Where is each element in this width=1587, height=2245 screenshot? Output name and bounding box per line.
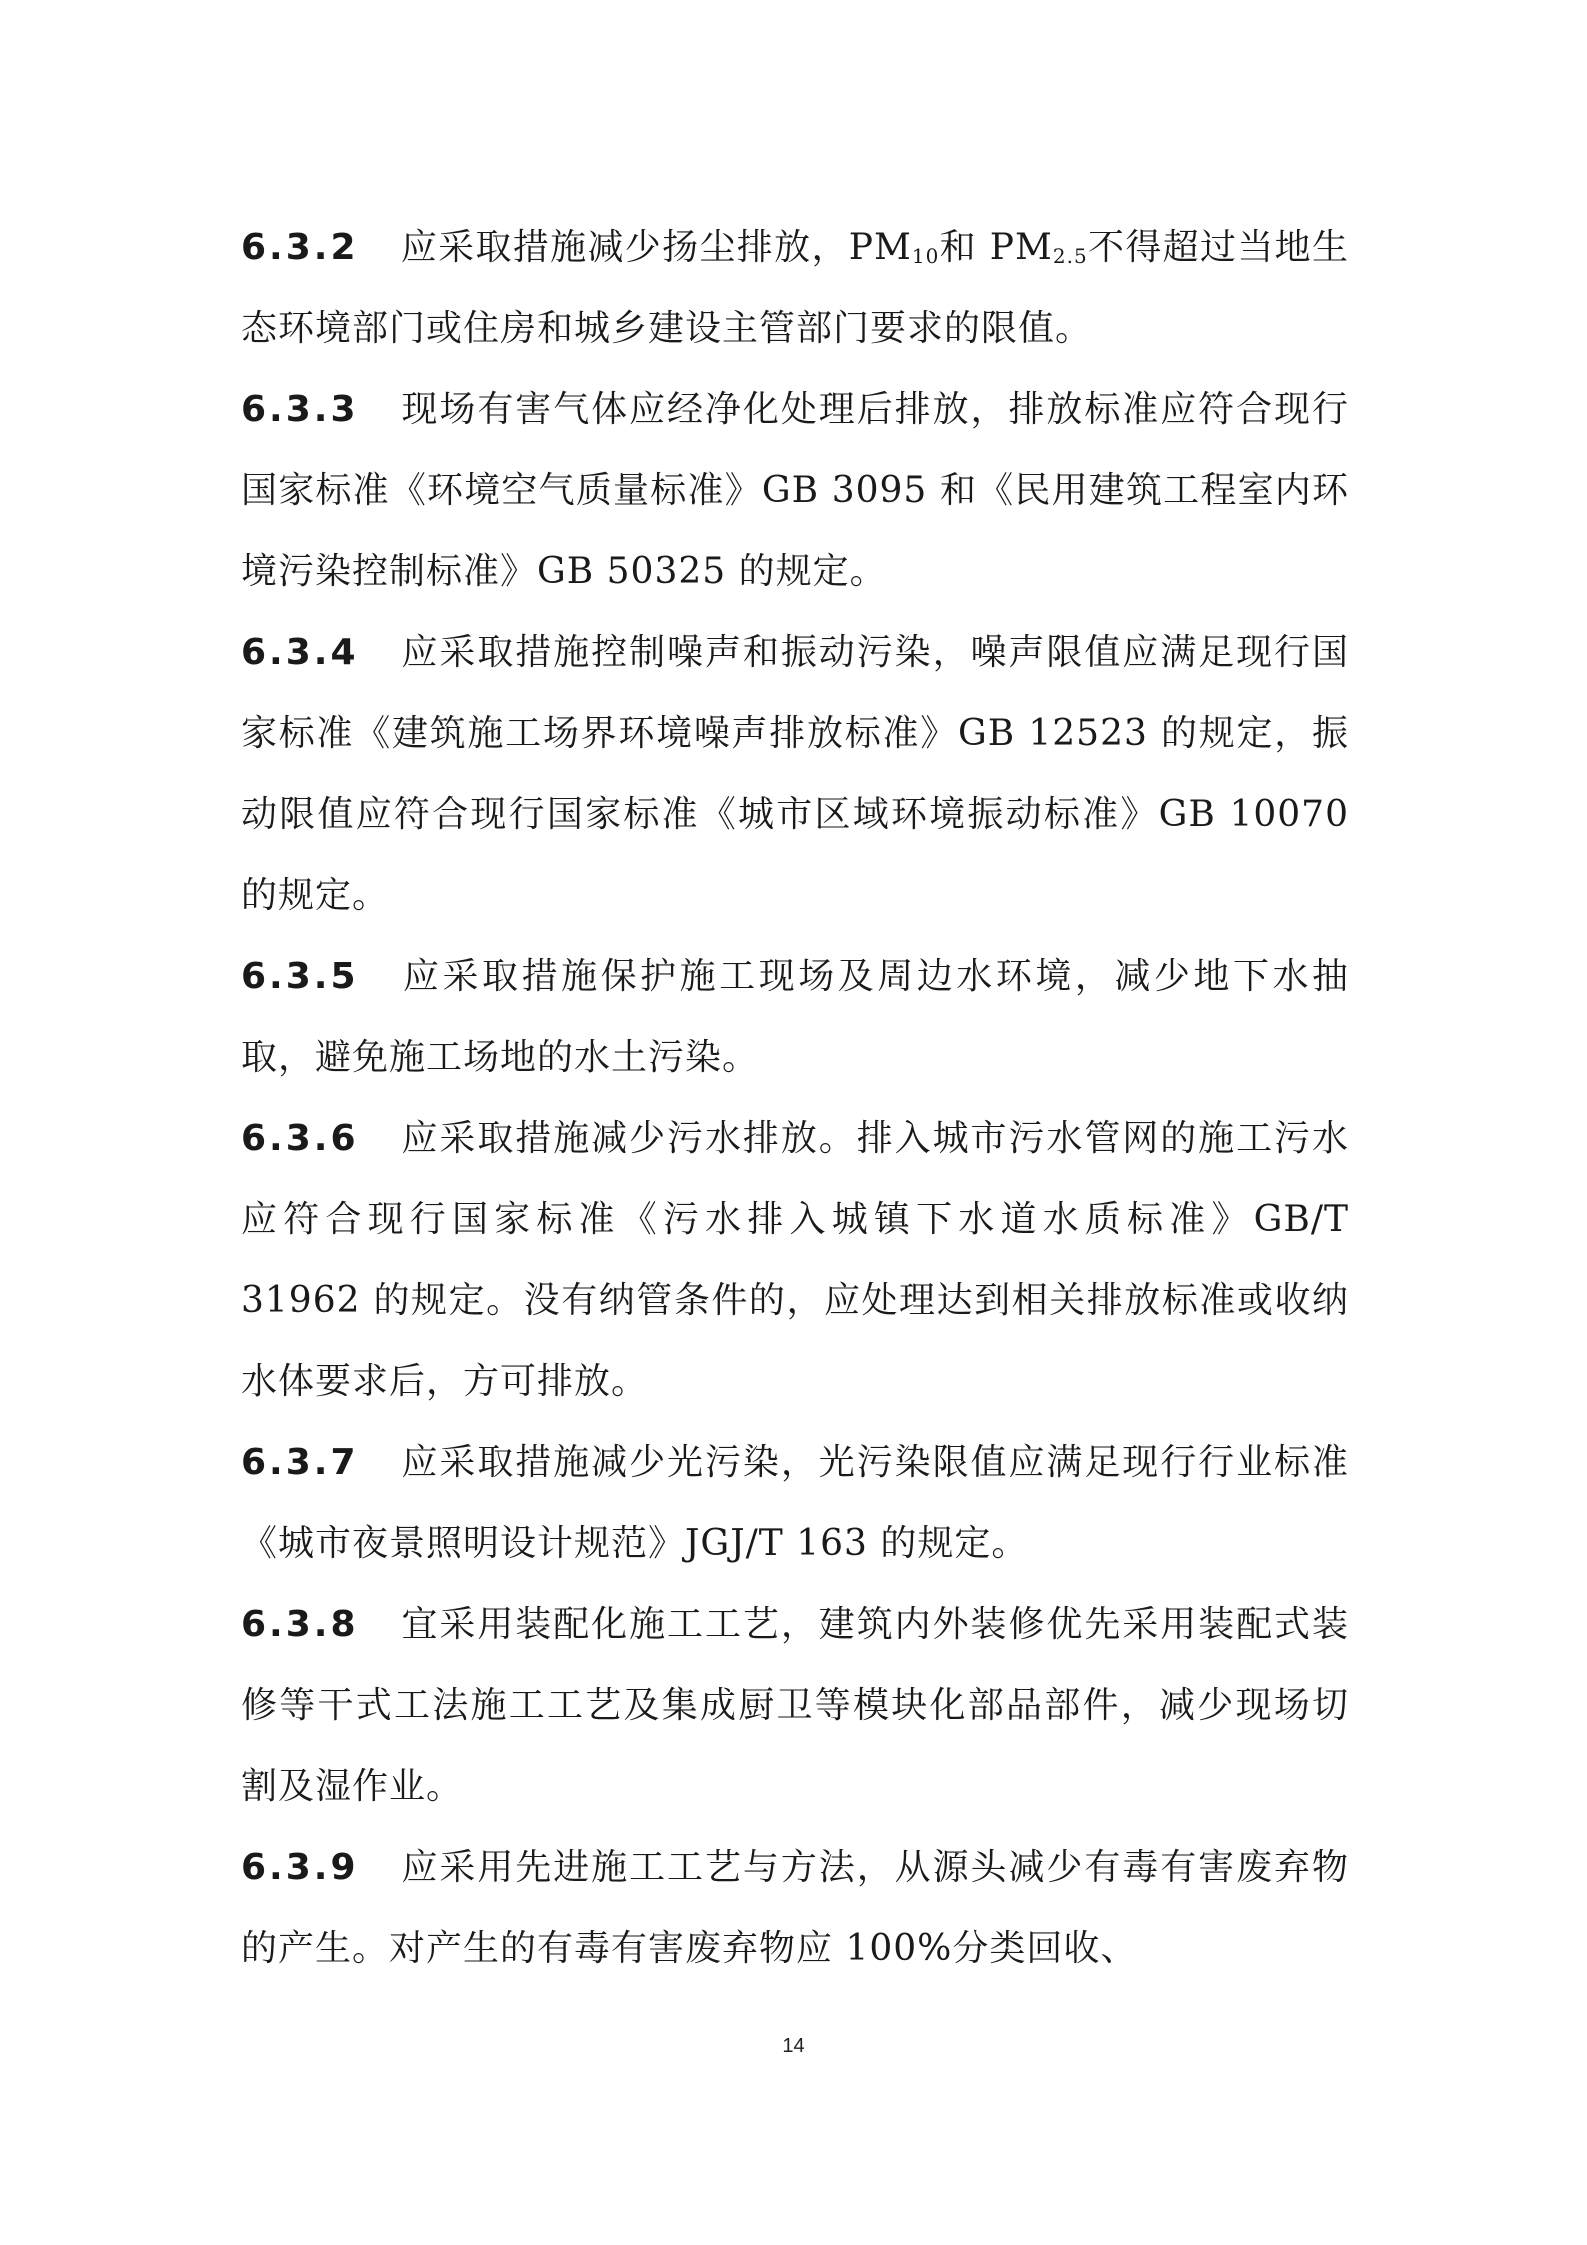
clause-number: 6.3.8	[241, 1604, 359, 1645]
clause-6-3-7	[241, 1422, 1349, 1584]
clause-text: 应采用先进施工工艺与方法，从源头减少有毒有害废弃物的产生。对产生的有毒有害废弃物应 100%分类回收、	[241, 1847, 1349, 1969]
clause-list	[241, 207, 1349, 1989]
clause-text: 和 PM	[939, 227, 1053, 268]
clause-number: 6.3.2	[241, 227, 359, 268]
subscript-pm25: 2.5	[1052, 244, 1088, 268]
clause-text: 应采取措施保护施工现场及周边水环境，减少地下水抽取，避免施工场地的水土污染。	[241, 956, 1349, 1078]
clause-6-3-9	[241, 1827, 1349, 1989]
clause-number: 6.3.6	[241, 1118, 359, 1159]
clause-6-3-6	[241, 1098, 1349, 1422]
clause-text: 应采取措施控制噪声和振动污染，噪声限值应满足现行国家标准《建筑施工场界环境噪声排放标准》GB 12523 的规定，振动限值应符合现行国家标准《城市区域环境振动标准》GB 10070 的规定。	[241, 632, 1349, 916]
clause-text: 不得超过当地生态环境部门或住房和城乡建设主管部门要求的限值。	[241, 227, 1349, 349]
clause-text: 现场有害气体应经净化处理后排放，排放标准应符合现行国家标准《环境空气质量标准》GB 3095 和《民用建筑工程室内环境污染控制标准》GB 50325 的规定。	[241, 389, 1349, 592]
clause-text: 应采取措施减少污水排放。排入城市污水管网的施工污水应符合现行国家标准《污水排入城镇下水道水质标准》GB/T 31962 的规定。没有纳管条件的，应处理达到相关排放标准或收纳水体要求后，方可排放。	[241, 1118, 1349, 1402]
clause-text: 宜采用装配化施工工艺，建筑内外装修优先采用装配式装修等干式工法施工工艺及集成厨卫等模块化部品部件，减少现场切割及湿作业。	[241, 1604, 1349, 1807]
clause-6-3-8	[241, 1584, 1349, 1827]
clause-text: 应采取措施减少扬尘排放，PM	[400, 227, 912, 268]
clause-6-3-3	[241, 369, 1349, 612]
subscript-pm10: 10	[911, 244, 940, 268]
clause-6-3-5	[241, 936, 1349, 1098]
page-number: 14	[782, 2035, 805, 2057]
clause-number: 6.3.5	[241, 956, 359, 997]
clause-6-3-4	[241, 612, 1349, 936]
clause-number: 6.3.4	[241, 632, 359, 673]
clause-number: 6.3.9	[241, 1847, 359, 1888]
clause-text: 应采取措施减少光污染，光污染限值应满足现行行业标准《城市夜景照明设计规范》JGJ/T 163 的规定。	[241, 1442, 1349, 1564]
clause-number: 6.3.3	[241, 389, 359, 430]
clause-number: 6.3.7	[241, 1442, 359, 1483]
clause-6-3-2	[241, 207, 1349, 369]
